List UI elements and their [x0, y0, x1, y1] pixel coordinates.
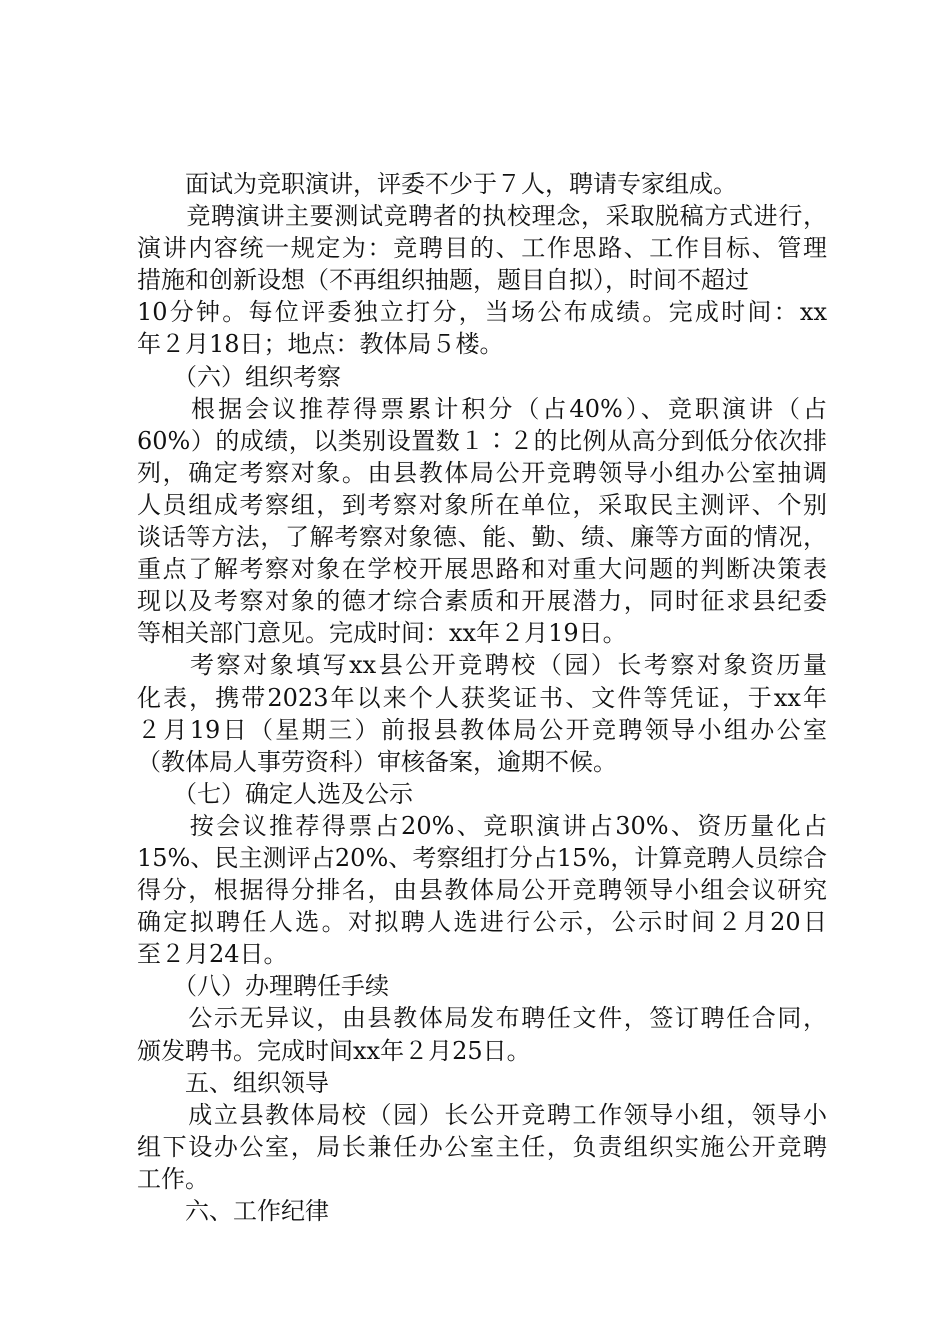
text-line: 颁发聘书。完成时间xx年２月25日。: [137, 1036, 531, 1065]
text-line: 五、组织领导: [137, 1068, 329, 1097]
text-line: 公示无异议，由县教体局发布聘任文件，签订聘任合同，: [137, 1004, 827, 1033]
text-line: 演讲内容统一规定为：竞聘目的、工作思路、工作目标、管理: [137, 234, 827, 263]
text-line: 60%）的成绩，以类别设置数１∶２的比例从高分到低分依次排: [137, 426, 827, 455]
text-line: 按会议推荐得票占20%、竞职演讲占30%、资历量化占: [137, 811, 827, 840]
text-line: 列，确定考察对象。由县教体局公开竞聘领导小组办公室抽调: [137, 458, 827, 487]
text-line: 年２月18日；地点：教体局５楼。: [137, 330, 504, 359]
text-line: 化表，携带2023年以来个人获奖证书、文件等凭证，于xx年: [137, 683, 827, 712]
text-line: 工作。: [137, 1164, 209, 1193]
text-line: 至２月24日。: [137, 940, 288, 969]
text-line: 等相关部门意见。完成时间：xx年２月19日。: [137, 619, 627, 648]
text-line: （八）办理聘任手续: [137, 972, 389, 1001]
text-line: 重点了解考察对象在学校开展思路和对重大问题的判断决策表: [137, 555, 827, 584]
text-line: 10分钟。每位评委独立打分，当场公布成绩。完成时间：xx: [137, 298, 827, 327]
text-line: 考察对象填写xx县公开竞聘校（园）长考察对象资历量: [137, 651, 827, 680]
text-line: 15%、民主测评占20%、考察组打分占15%，计算竞聘人员综合: [137, 843, 827, 872]
text-line: 谈话等方法，了解考察对象德、能、勤、绩、廉等方面的情况，: [137, 523, 827, 552]
document-body: [137, 168, 827, 1227]
text-line: 根据会议推荐得票累计积分（占40%）、竞职演讲（占: [137, 394, 827, 423]
text-line: 人员组成考察组，到考察对象所在单位，采取民主测评、个别: [137, 490, 827, 519]
text-line: （七）确定人选及公示: [137, 779, 413, 808]
text-line: 面试为竞职演讲，评委不少于７人，聘请专家组成。: [137, 170, 737, 198]
text-line: 六、工作纪律: [137, 1197, 329, 1225]
text-line: ２月19日（星期三）前报县教体局公开竞聘领导小组办公室: [137, 715, 827, 744]
text-line: 组下设办公室，局长兼任办公室主任，负责组织实施公开竞聘: [137, 1132, 827, 1161]
text-line: （六）组织考察: [137, 362, 341, 391]
text-line: 措施和创新设想（不再组织抽题，题目自拟），时间不超过: [137, 266, 749, 295]
text-line: 竞聘演讲主要测试竞聘者的执校理念，采取脱稿方式进行，: [137, 202, 827, 231]
text-line: 得分，根据得分排名，由县教体局公开竞聘领导小组会议研究: [137, 876, 827, 905]
text-line: 成立县教体局校（园）长公开竞聘工作领导小组，领导小: [137, 1100, 827, 1129]
text-line: 现以及考察对象的德才综合素质和开展潜力，同时征求县纪委: [137, 587, 827, 616]
text-line: 确定拟聘任人选。对拟聘人选进行公示，公示时间２月20日: [137, 908, 827, 937]
text-line: （教体局人事劳资科）审核备案，逾期不候。: [137, 747, 617, 776]
